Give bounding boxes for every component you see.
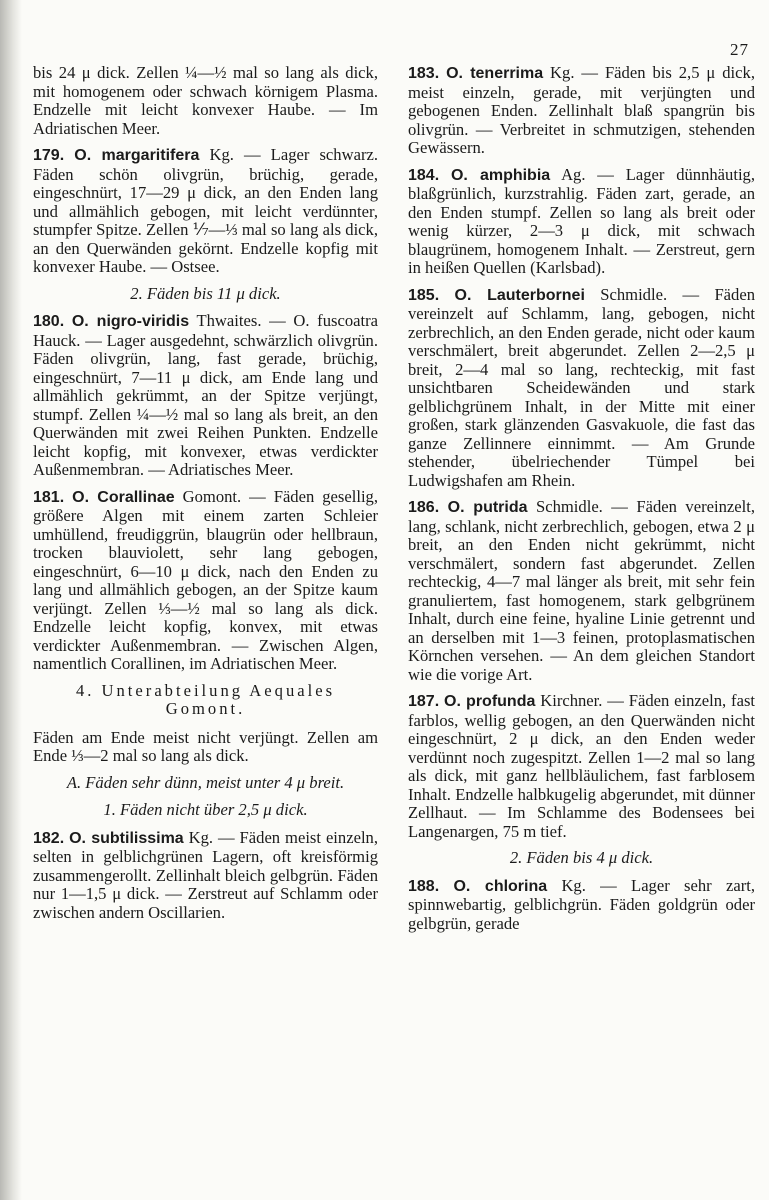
species-name: O. nigro-viridis (71, 313, 190, 330)
entry-description: Gomont. — Fäden gesellig, größere Algen mit einem zarten Schleier umhüllend, freudiggrün, blaugrün oder hellbraun, trocken blauviolett, sehr lang gebogen, eingeschnürt, 6—10 μ dick, nach den Enden zu lang und allmählich gebogen, an der Spitze kaum verjüngt. Zellen ⅓—½ mal so lang als dick. Endzelle leicht kopfig, konvex, mit etwas verdickter Außenmembran. — Zwischen Algen, namentlich Corallinen, im Adriatischen Meer. (33, 486, 378, 673)
species-entry-186 (408, 498, 755, 684)
species-name: O. putrida (447, 499, 528, 516)
entry-number: 183. (408, 65, 440, 82)
species-entry-188 (408, 877, 755, 934)
page-binding-edge (0, 0, 22, 1200)
entry-number: 187. (408, 693, 440, 710)
entry-number: 185. (408, 286, 440, 304)
species-name: O. chlorina (453, 877, 548, 895)
entry-description: Kg. — Lager sehr zart, spinnwebartig, gelblichgrün. Fäden goldgrün oder gelbgrün, gerade (408, 875, 755, 933)
species-name: O. subtilissima (69, 829, 184, 847)
species-entry-185 (408, 286, 755, 491)
entry-number: 181. (33, 488, 65, 506)
key-heading-1: 1. Fäden nicht über 2,5 μ dick. (103, 800, 308, 819)
species-entry-179 (33, 146, 378, 277)
entry-description: Ag. — Lager dünnhäutig, blaßgrünlich, kurzstrahlig. Fäden zart, gerade, an den Enden stumpf. Zellen so lang als breit oder wenig kürzer, 2—3 μ dick, mit schwach blaugrünem, homogenem Inhalt. — Zerstreut, gern in heißen Quellen (Karlsbad). (408, 164, 756, 277)
species-name: O. Corallinae (72, 488, 175, 506)
species-entry-183 (408, 64, 755, 158)
section-heading: 4. Unterabteilung Aequales Gomont. (75, 680, 336, 718)
entry-description: Schmidle. — Fäden vereinzelt, lang, schlank, nicht zerbrechlich, gebogen, etwa 2 μ breit, an den Enden nicht gekrümmt, nicht verschmälert, sondern fast abgerundet. Zellen rechteckig, 4—7 mal länger als breit, mit sehr fein granuliertem, fast homogenem, stark gelbgrünem Inhalt, durch eine feine, hyaline Linie getrennt und an derselben mit 1—3 feinen, protoplasmatischen Körnchen versehen. — An dem gleichen Standort wie die vorige Art. (408, 497, 755, 684)
species-name: O. tenerrima (446, 65, 544, 82)
entry-number: 180. (33, 313, 65, 330)
species-entry-180 (33, 312, 378, 480)
right-column (408, 64, 755, 941)
subsection-heading: 2. Fäden bis 4 μ dick. (509, 848, 654, 867)
entry-number: 182. (33, 829, 65, 847)
entry-number: 186. (408, 499, 440, 516)
species-name: O. amphibia (450, 166, 551, 184)
section-description: Fäden am Ende meist nicht verjüngt. Zellen am Ende ⅓—2 mal so lang als dick. (33, 727, 378, 765)
species-name: O. Lauterbornei (454, 286, 585, 304)
species-entry-181 (33, 488, 378, 674)
continuation-paragraph: bis 24 μ dick. Zellen ¼—½ mal so lang als dick, mit homogenem oder schwach körnigem Plasma. Endzelle mit leicht konvexer Haube. — Im Adriatischen Meer. (33, 63, 378, 138)
entry-number: 179. (33, 147, 65, 164)
species-name: O. margaritifera (74, 147, 200, 164)
entry-number: 188. (408, 877, 440, 895)
entry-description: Thwaites. — O. fuscoatra Hauck. — Lager ausgedehnt, schwärzlich olivgrün. Fäden olivgrün, lang, fast gerade, brüchig, eingeschnürt, 7—11 μ dick, am Ende lang und allmählich gekrümmt, an der Spitze verjüngt, stumpf. Zellen ¼—½ mal so lang als breit, an den Querwänden mit zwei Reihen Punkten. Endzelle leicht kopfig, mit konvexer, etwas verdickter Außenmembran. — Adriatisches Meer. (33, 311, 378, 479)
entry-description: Kirchner. — Fäden einzeln, fast farblos, wellig gebogen, an den Querwänden nicht eingeschnürt, 2 μ dick, an den Enden weder verdünnt noch zugespitzt. Zellen 1—2 mal so lang als dick, mit ganz hellbläulichem, fast farblosem Inhalt. Endzelle halbkugelig abgerundet, mit dünner Zellhaut. — Im Schlamme des Bodensees bei Langenargen, 75 m tief. (408, 691, 756, 841)
entry-description: Schmidle. — Fäden vereinzelt auf Schlamm, lang, gebogen, nicht zerbrechlich, an den Enden gerade, nicht oder kaum verschmälert, breit abgerundet. Zellen 2—2,5 μ breit, 2—4 mal so lang, rechteckig, mit fast unsichtbaren Scheidewänden und stark gelblichgrünem Inhalt, in der Mitte mit einer großen, stark glänzenden Gasvakuole, die fast das ganze Zellinnere einnimmt. — Am Grunde stehender, übelriechender Tümpel bei Ludwigshafen am Rhein. (408, 284, 756, 490)
page-number: 27 (730, 40, 749, 59)
species-entry-182 (33, 829, 378, 923)
left-column (33, 64, 378, 930)
species-entry-184 (408, 166, 755, 278)
entry-description: Kg. — Lager schwarz. Fäden schön olivgrün, brüchig, gerade, eingeschnürt, 17—29 μ dick, an den Enden lang und allmählich gebogen, mit leicht verdünnter, stumpfer Spitze. Zellen ⅐—⅓ mal so lang als dick, an den Querwänden gekörnt. Endzelle kopfig mit konvexer Haube. — Ostsee. (33, 145, 378, 276)
entry-description: Kg. — Fäden meist einzeln, selten in gelblichgrünen Lagern, oft kreisförmig zusammengerollt. Zellinhalt bleich gelbgrün. Fäden nur 1—1,5 μ dick. — Zerstreut auf Schlamm oder zwischen andern Oscillarien. (33, 827, 379, 922)
species-entry-187 (408, 692, 755, 841)
subsection-heading: 2. Fäden bis 11 μ dick. (130, 283, 281, 303)
key-heading-a: A. Fäden sehr dünn, meist unter 4 μ breit. (66, 772, 345, 792)
entry-number: 184. (408, 166, 440, 184)
species-name: O. profunda (444, 693, 536, 710)
entry-description: Kg. — Fäden bis 2,5 μ dick, meist einzeln, gerade, mit verjüngten und gebogenen Enden. Zellinhalt blaß spangrün bis olivgrün. — Verbreitet in schmutzigen, stehenden Gewässern. (408, 63, 755, 157)
